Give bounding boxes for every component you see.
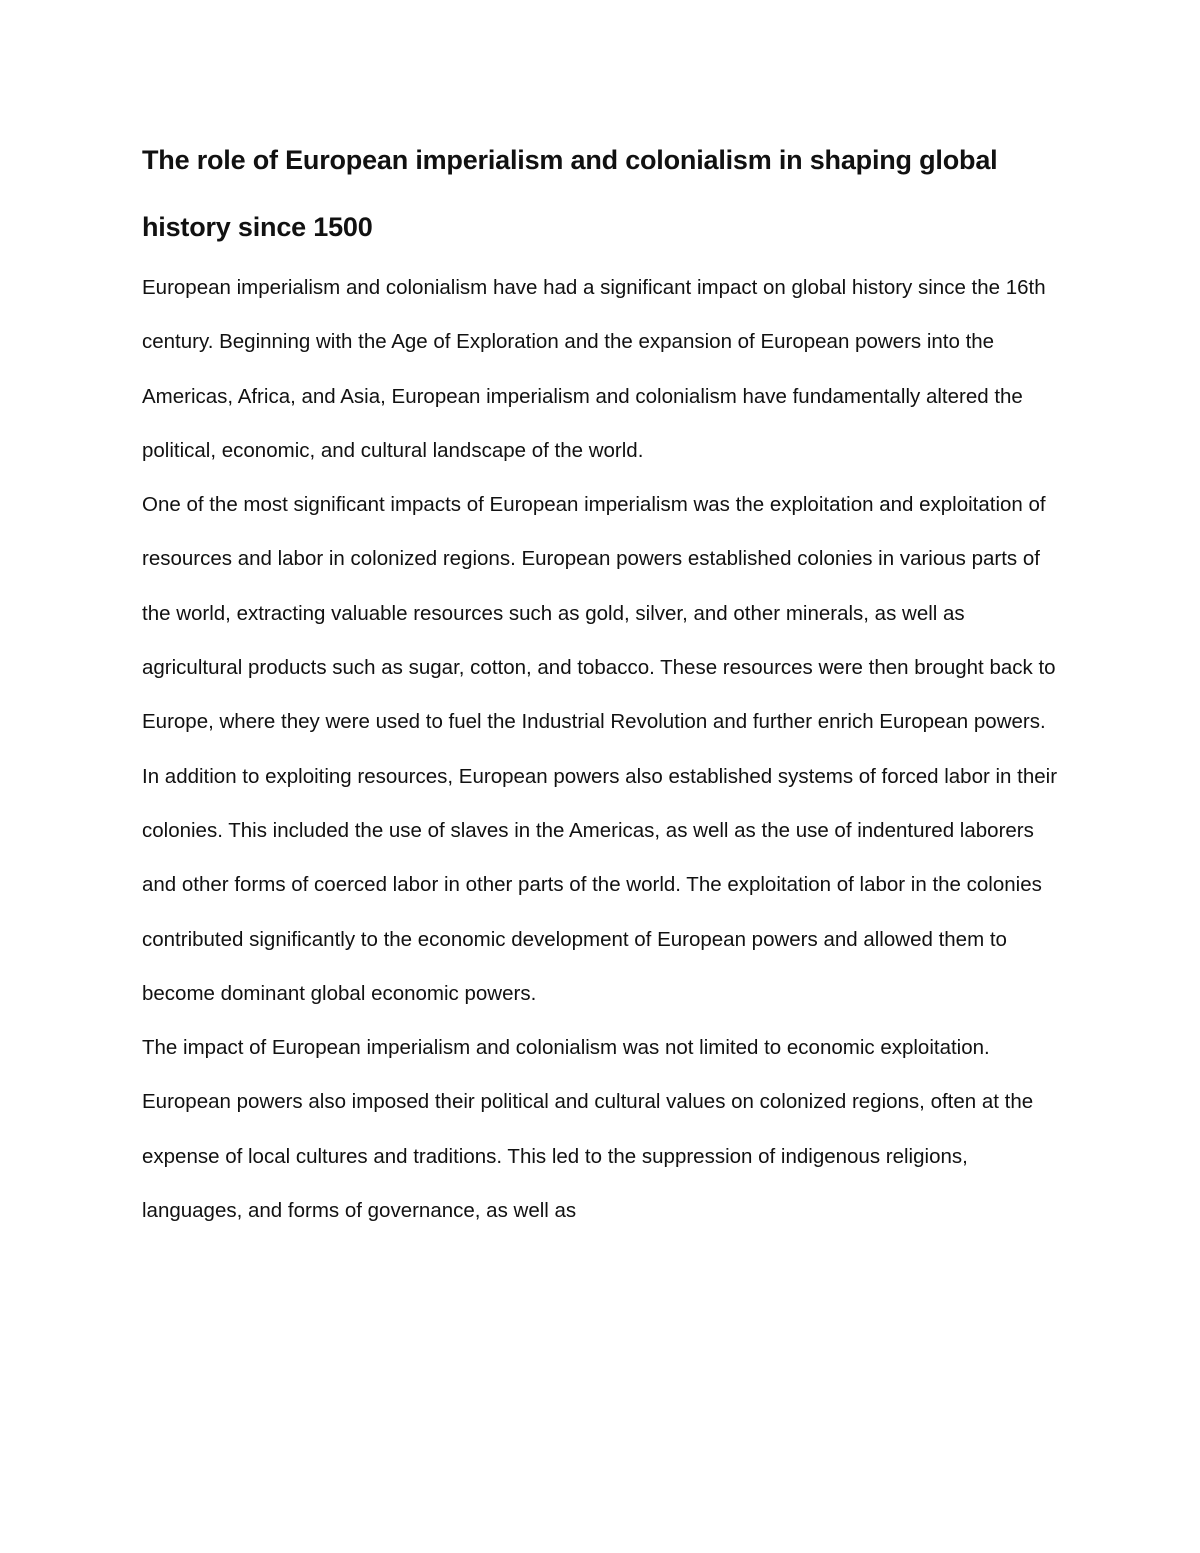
paragraph-cultural-impact: The impact of European imperialism and colonialism was not limited to economic exploitation. European powers also imposed their political and cultural values on colonized regions, often at the expense of local cultures and traditions. This led to the suppression of indigenous religions, languages, and forms of governance, as well as xyxy=(142,1036,1034,1223)
document-title: The role of European imperialism and colonialism in shaping global history since 1500 xyxy=(142,145,998,242)
paragraph-forced-labor: In addition to exploiting resources, European powers also established systems of forced labor in their colonies. This included the use of slaves in the Americas, as well as the use of indentured laborers and other forms of coerced labor in other parts of the world. The exploitation of labor in the colonies contributed significantly to the economic development of European powers and allowed them to become dominant global economic powers. xyxy=(142,764,1058,1005)
paragraph-intro: European imperialism and colonialism have had a significant impact on global history since the 16th century. Beginning with the Age of Exploration and the expansion of European powers into the Americas, Africa, and Asia, European imperialism and colonialism have fundamentally altered the political, economic, and cultural landscape of the world. xyxy=(142,276,1046,462)
paragraph-resources: One of the most significant impacts of European imperialism was the exploitation and exploitation of resources and labor in colonized regions. European powers established colonies in various parts of the world, extracting valuable resources such as gold, silver, and other minerals, as well as agricultural products such as sugar, cotton, and tobacco. These resources were then brought back to Europe, where they were used to fuel the Industrial Revolution and further enrich European powers. xyxy=(142,493,1056,734)
document-body xyxy=(142,127,1062,1238)
